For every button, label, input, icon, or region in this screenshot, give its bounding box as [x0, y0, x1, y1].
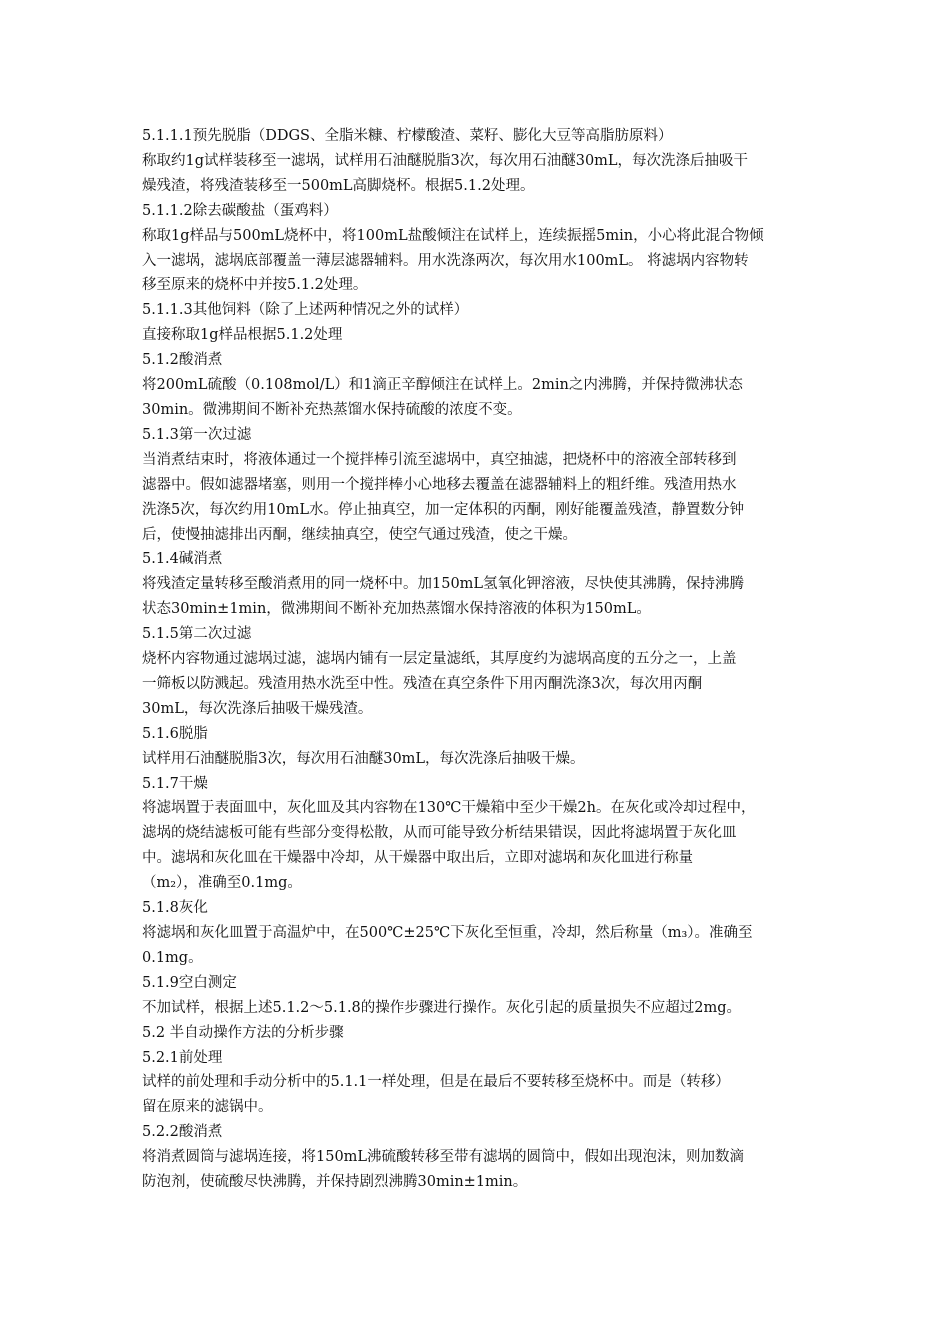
body-text-line: 入一滤埚，滤埚底部覆盖一薄层滤器辅料。用水洗涤两次，每次用水100mL。 将滤埚内容物转	[142, 252, 749, 269]
body-text-line: 当消煮结束时，将液体通过一个搅拌棒引流至滤埚中，真空抽滤，把烧杯中的溶液全部转移到	[142, 451, 737, 468]
section-heading: 5.2 半自动操作方法的分析步骤	[142, 1024, 344, 1041]
body-text-line: 留在原来的滤锅中。	[142, 1099, 273, 1116]
section-heading: 5.1.4碱消煮	[142, 551, 223, 568]
body-text-line: 防泡剂，使硫酸尽快沸腾，并保持剧烈沸腾30min±1min。	[142, 1174, 528, 1191]
body-text-line: 燥残渣，将残渣装移至一500mL高脚烧杯。根据5.1.2处理。	[142, 177, 535, 194]
section-heading: 5.2.1前处理	[142, 1049, 223, 1066]
body-text-line: 试样用石油醚脱脂3次，每次用石油醚30mL，每次洗涤后抽吸干燥。	[142, 750, 585, 767]
section-heading: 5.1.8灰化	[142, 900, 208, 917]
body-text-line: 移至原来的烧杯中并按5.1.2处理。	[142, 277, 368, 294]
body-text-line: 30min。微沸期间不断补充热蒸馏水保持硫酸的浓度不变。	[142, 401, 522, 418]
body-text-line: 状态30min±1min，微沸期间不断补充加热蒸馏水保持溶液的体积为150mL。	[142, 601, 651, 618]
body-text-line: 后，使慢抽滤排出丙酮，继续抽真空，使空气通过残渣，使之干燥。	[142, 526, 577, 543]
body-text-line: 称取1g样品与500mL烧杯中，将100mL盐酸倾注在试样上，连续振摇5min，小心将此混合物倾	[142, 227, 764, 244]
document-page	[142, 124, 810, 1195]
section-heading: 5.1.5第二次过滤	[142, 626, 252, 643]
body-text-line: 将200mL硫酸（0.108mol/L）和1滴正辛醇倾注在试样上。2min之内沸腾，并保持微沸状态	[142, 377, 743, 394]
section-heading: 5.1.7干燥	[142, 775, 208, 792]
body-text-line: 中。滤埚和灰化皿在干燥器中冷却，从干燥器中取出后，立即对滤埚和灰化皿进行称量	[142, 850, 693, 867]
body-text-line: 不加试样，根据上述5.1.2～5.1.8的操作步骤进行操作。灰化引起的质量损失不应超过2mg。	[142, 999, 742, 1016]
body-text-line: 一筛板以防溅起。残渣用热水洗至中性。残渣在真空条件下用丙酮洗涤3次，每次用丙酮	[142, 675, 703, 692]
section-heading: 5.1.2酸消煮	[142, 352, 223, 369]
body-text-line: 直接称取1g样品根据5.1.2处理	[142, 327, 343, 344]
section-heading: 5.1.1.3其他饲料（除了上述两种情况之外的试样）	[142, 302, 469, 319]
body-text-line: 称取约1g试样装移至一滤埚，试样用石油醚脱脂3次，每次用石油醚30mL，每次洗涤后抽吸干	[142, 152, 749, 169]
body-text-line: 将滤埚和灰化皿置于高温炉中，在500℃±25℃下灰化至恒重，冷却，然后称量（m₃）。准确至	[142, 925, 753, 941]
body-text-line: 30mL，每次洗涤后抽吸干燥残渣。	[142, 700, 373, 717]
body-text-line: （m₂），准确至0.1mg。	[142, 875, 302, 892]
section-heading: 5.1.9空白测定	[142, 974, 237, 991]
body-text-line: 滤器中。假如滤器堵塞，则用一个搅拌棒小心地移去覆盖在滤器辅料上的粗纤维。残渣用热水	[142, 476, 737, 493]
body-text-line: 将滤埚置于表面皿中，灰化皿及其内容物在130℃干燥箱中至少干燥2h。在灰化或冷却过程中，	[142, 800, 756, 817]
body-text-line: 滤埚的烧结滤板可能有些部分变得松散，从而可能导致分析结果错误，因此将滤埚置于灰化皿	[142, 825, 737, 842]
body-text-line: 将消煮圆筒与滤埚连接，将150mL沸硫酸转移至带有滤埚的圆筒中，假如出现泡沫，则加数滴	[142, 1149, 745, 1166]
section-heading: 5.1.6脱脂	[142, 725, 208, 742]
body-text-line: 0.1mg。	[142, 949, 203, 966]
section-heading: 5.1.1.1预先脱脂（DDGS、全脂米糠、柠檬酸渣、菜籽、膨化大豆等高脂肪原料）	[142, 128, 673, 144]
section-heading: 5.1.1.2除去碳酸盐（蛋鸡料）	[142, 202, 338, 219]
body-text-line: 将残渣定量转移至酸消煮用的同一烧杯中。加150mL氢氧化钾溶液，尽快使其沸腾，保持沸腾	[142, 576, 745, 593]
body-text-line: 洗涤5次，每次约用10mL水。停止抽真空，加一定体积的丙酮，刚好能覆盖残渣，静置数分钟	[142, 501, 745, 518]
section-heading: 5.1.3第一次过滤	[142, 426, 252, 443]
section-heading: 5.2.2酸消煮	[142, 1124, 223, 1141]
body-text-line: 烧杯内容物通过滤埚过滤，滤埚内铺有一层定量滤纸，其厚度约为滤埚高度的五分之一，上盖	[142, 651, 737, 668]
body-text-line: 试样的前处理和手动分析中的5.1.1一样处理，但是在最后不要转移至烧杯中。而是（转移）	[142, 1074, 730, 1091]
